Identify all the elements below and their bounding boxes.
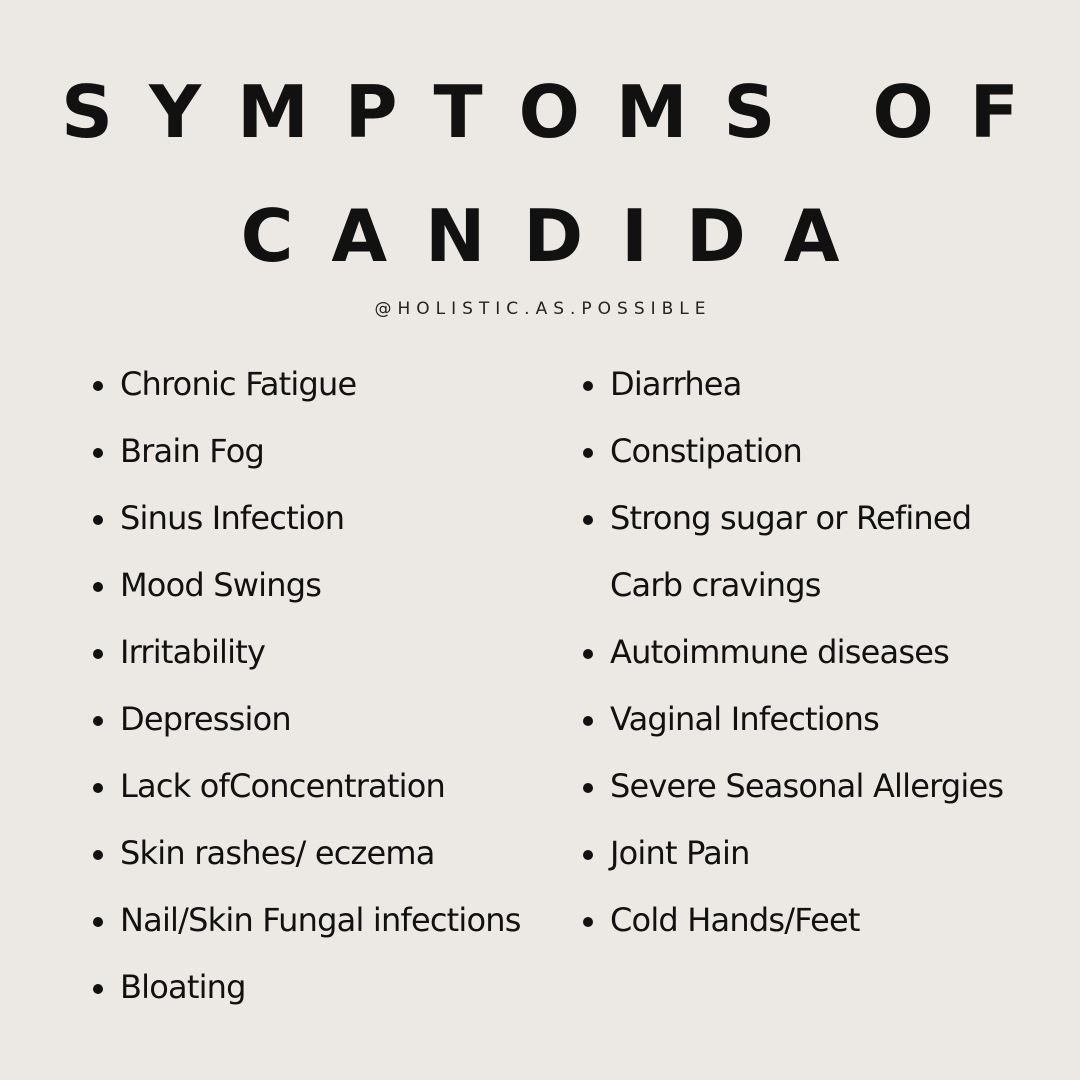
bullet-icon [583,917,593,927]
list-item-label: Joint Pain [610,834,750,872]
page-title-line-2: CANDIDA [240,194,878,278]
list-item [580,418,1060,485]
list-item [90,552,565,619]
list-item [90,686,565,753]
bullet-icon [93,783,103,793]
list-item [90,619,565,686]
list-item-label: Sinus Infection [120,499,345,537]
list-item [580,619,1060,686]
page-title-line-1: SYMPTOMS OF [61,70,1055,154]
social-handle: @HOLISTIC.AS.POSSIBLE [374,299,712,319]
bullet-icon [583,850,593,860]
bullet-icon [583,515,593,525]
list-item [90,887,565,954]
list-item-label: Depression [120,700,291,738]
list-item-label: Chronic Fatigue [120,365,357,403]
list-item [90,418,565,485]
list-item [90,820,565,887]
list-item-label: Constipation [610,432,802,470]
list-item-label: Skin rashes/ eczema [120,834,435,872]
bullet-icon [583,381,593,391]
bullet-icon [93,716,103,726]
list-item-label: Nail/Skin Fungal infections [120,901,521,939]
list-item [90,753,565,820]
list-item [580,485,1060,552]
symptom-list-left [90,351,565,1021]
list-item-continuation [580,552,1060,619]
bullet-icon [583,716,593,726]
list-item [580,753,1060,820]
bullet-icon [93,381,103,391]
list-item [90,485,565,552]
list-item [580,820,1060,887]
list-item-label: Lack ofConcentration [120,767,445,805]
bullet-icon [93,582,103,592]
bullet-icon [583,649,593,659]
list-item [90,954,565,1021]
list-item-label: Diarrhea [610,365,742,403]
list-item [580,686,1060,753]
list-item-label: Irritability [120,633,266,671]
list-item [580,351,1060,418]
bullet-icon [583,783,593,793]
bullet-icon [583,448,593,458]
list-item-label: Mood Swings [120,566,322,604]
list-item-label: Severe Seasonal Allergies [610,767,1004,805]
list-item-label: Bloating [120,968,246,1006]
bullet-icon [93,917,103,927]
bullet-icon [93,649,103,659]
list-item [580,887,1060,954]
list-item-label: Strong sugar or Refined [610,499,972,537]
bullet-icon [93,850,103,860]
list-item-label: Carb cravings [610,566,821,604]
list-item-label: Vaginal Infections [610,700,880,738]
list-item-label: Cold Hands/Feet [610,901,860,939]
bullet-icon [93,448,103,458]
bullet-icon [93,984,103,994]
bullet-icon [93,515,103,525]
symptom-list-right [580,351,1060,954]
list-item-label: Autoimmune diseases [610,633,949,671]
list-item-label: Brain Fog [120,432,265,470]
list-item [90,351,565,418]
